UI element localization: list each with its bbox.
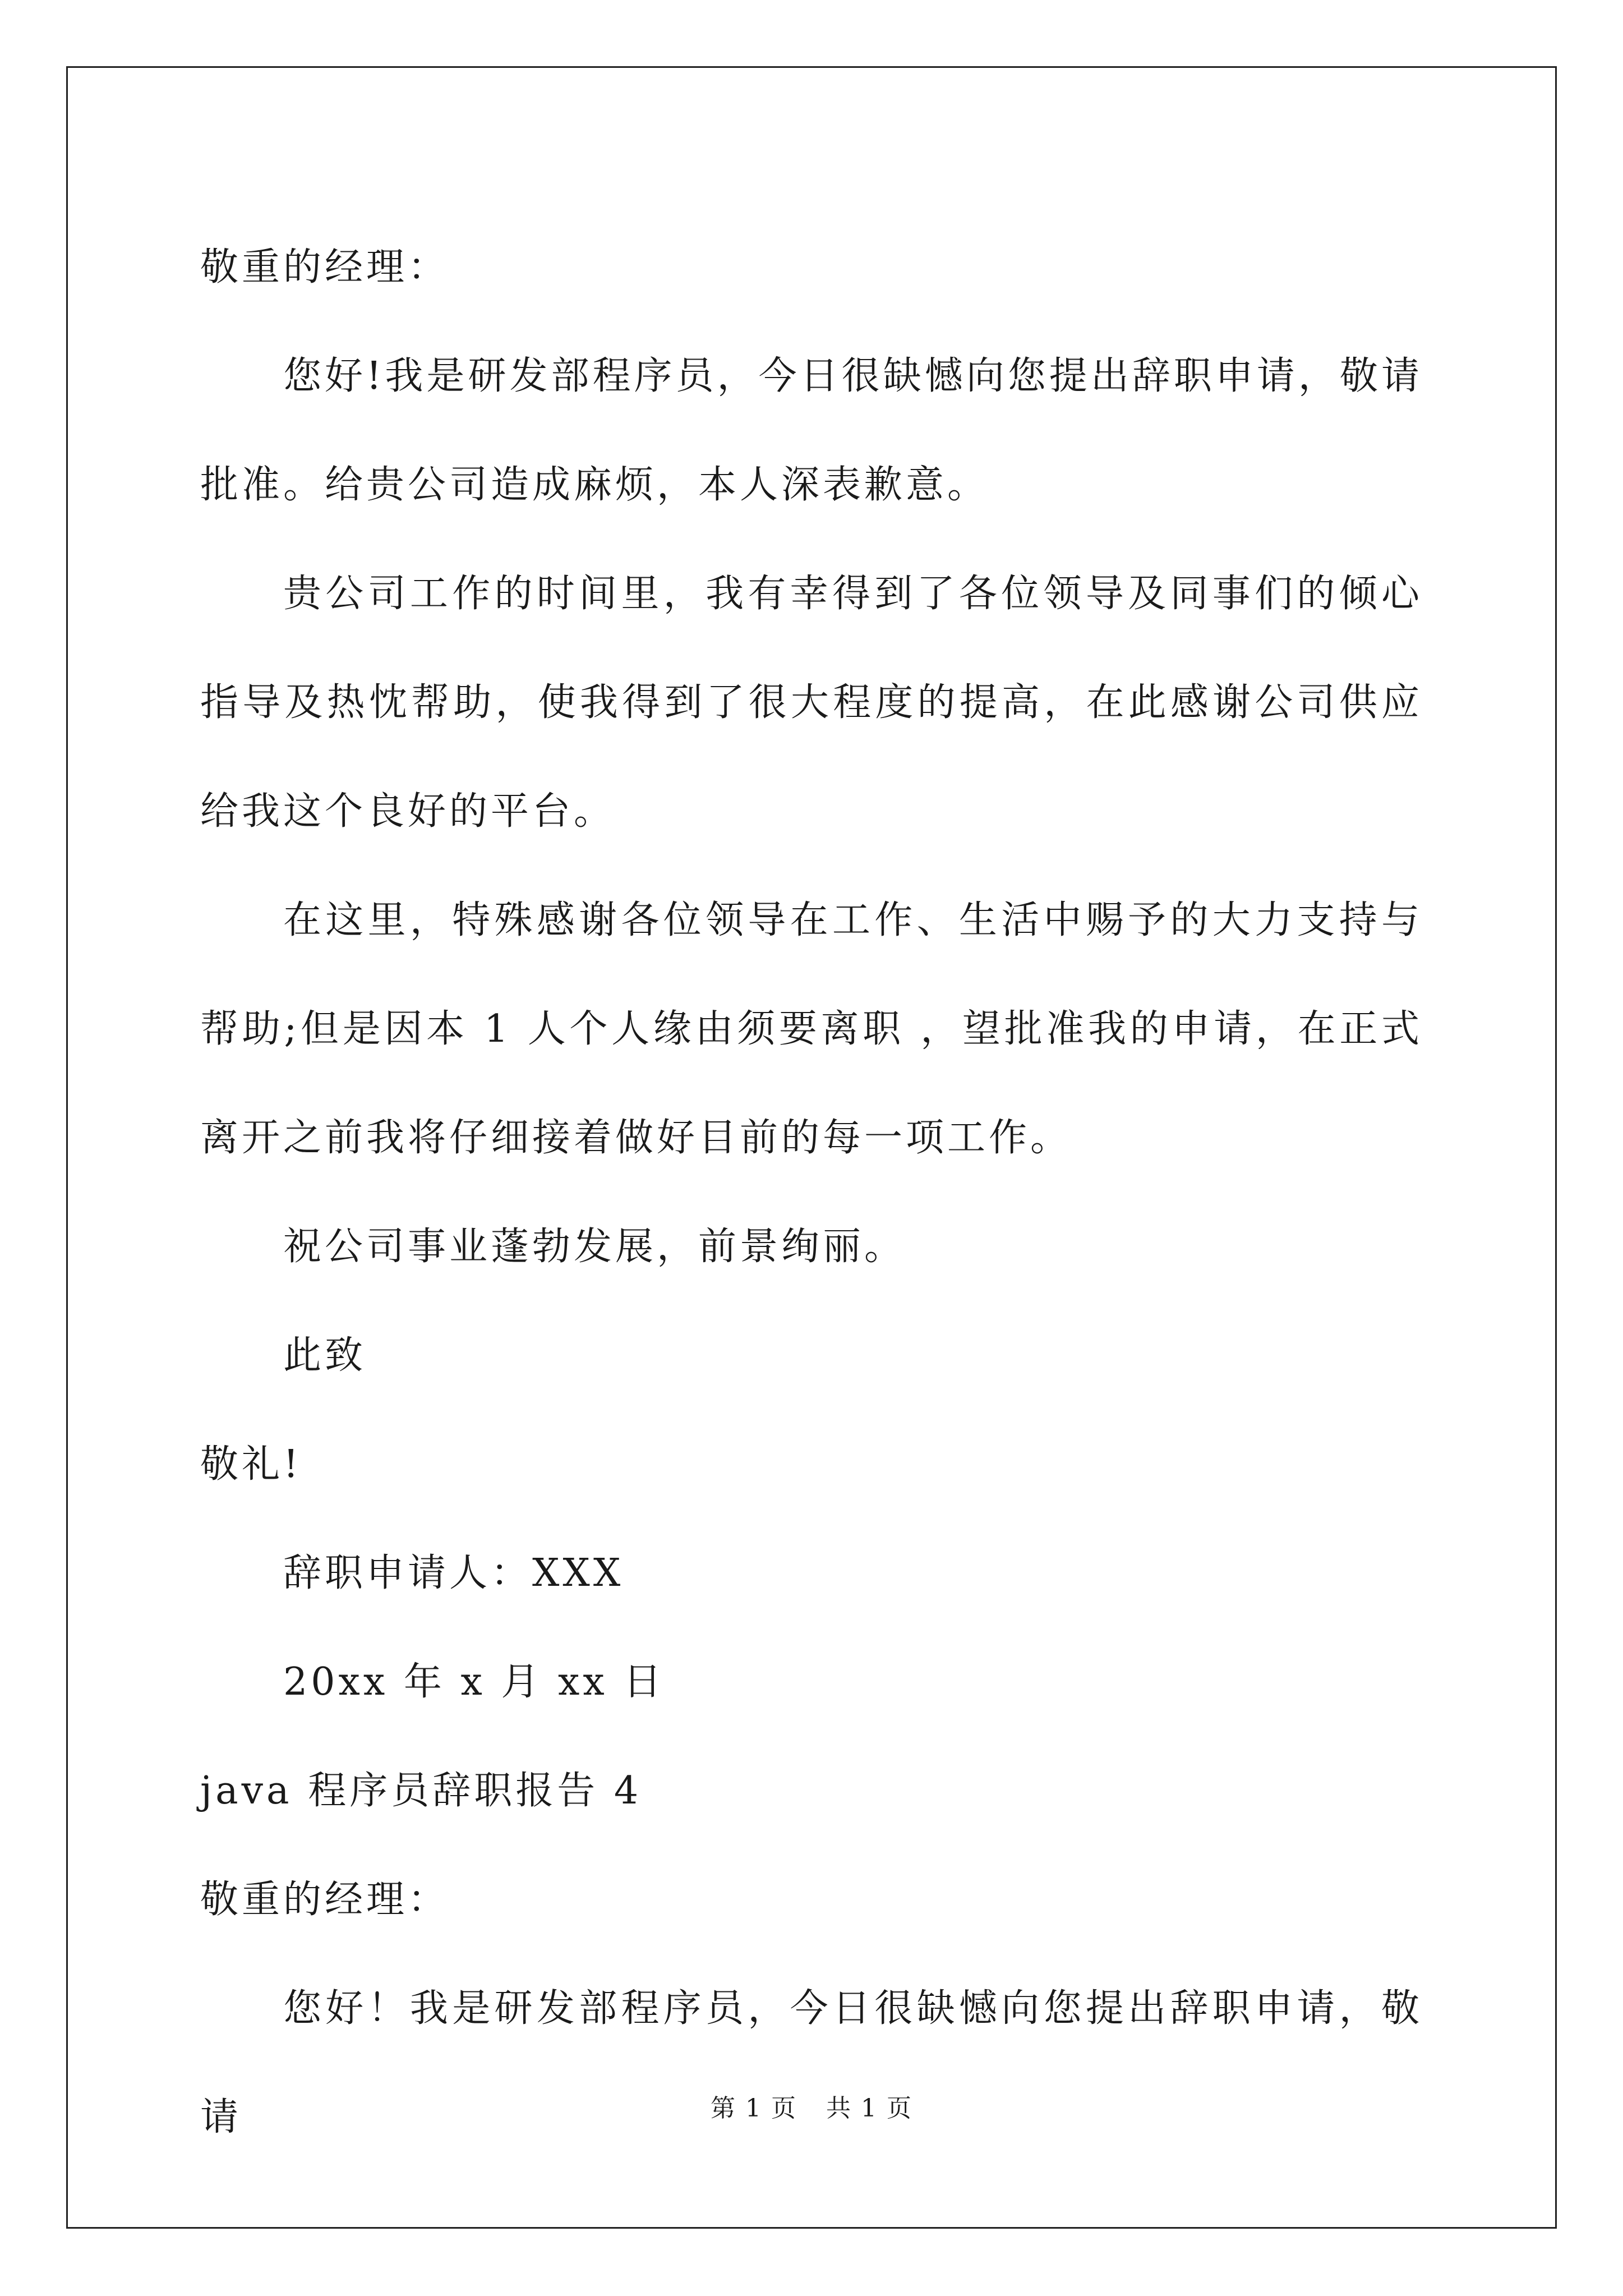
paragraph-gratitude: 贵公司工作的时间里，我有幸得到了各位领导及同事们的倾心指导及热忱帮助，使我得到了很大程度的提高，在此感谢公司供应给我这个良好的平台。 — [200, 572, 1423, 834]
closing-salute: 敬礼! — [200, 1442, 302, 1487]
salutation: 敬重的经理： — [200, 245, 450, 289]
page-footer — [0, 2088, 1623, 2124]
document-body — [200, 213, 1423, 2172]
page-total: 共 1 页 — [826, 2094, 912, 2123]
paragraph-reason: 在这里，特殊感谢各位领导在工作、生活中赐予的大力支持与帮助;但是因本 1 人个人缘由须要离职 ，望批准我的申请，在正式离开之前我将仔细接着做好目前的每一项工作。 — [200, 898, 1423, 1160]
date-line: 20xx 年 x 月 xx 日 — [283, 1660, 665, 1704]
salutation-second: 敬重的经理： — [200, 1878, 450, 1922]
paragraph-wishes: 祝公司事业蓬勃发展，前景绚丽。 — [283, 1225, 906, 1269]
closing-phrase: 此致 — [283, 1333, 367, 1378]
paragraph-greeting: 您好!我是研发部程序员，今日很缺憾向您提出辞职申请，敬请批准。给贵公司造成麻烦，本人深表歉意。 — [200, 354, 1423, 507]
signature-line: 辞职申请人：XXX — [283, 1551, 624, 1595]
page-number: 第 1 页 — [711, 2094, 797, 2123]
paragraph-greeting-second: 您好！我是研发部程序员，今日很缺憾向您提出辞职申请，敬请 — [200, 1986, 1423, 2139]
section-title: java 程序员辞职报告 4 — [200, 1769, 642, 1813]
